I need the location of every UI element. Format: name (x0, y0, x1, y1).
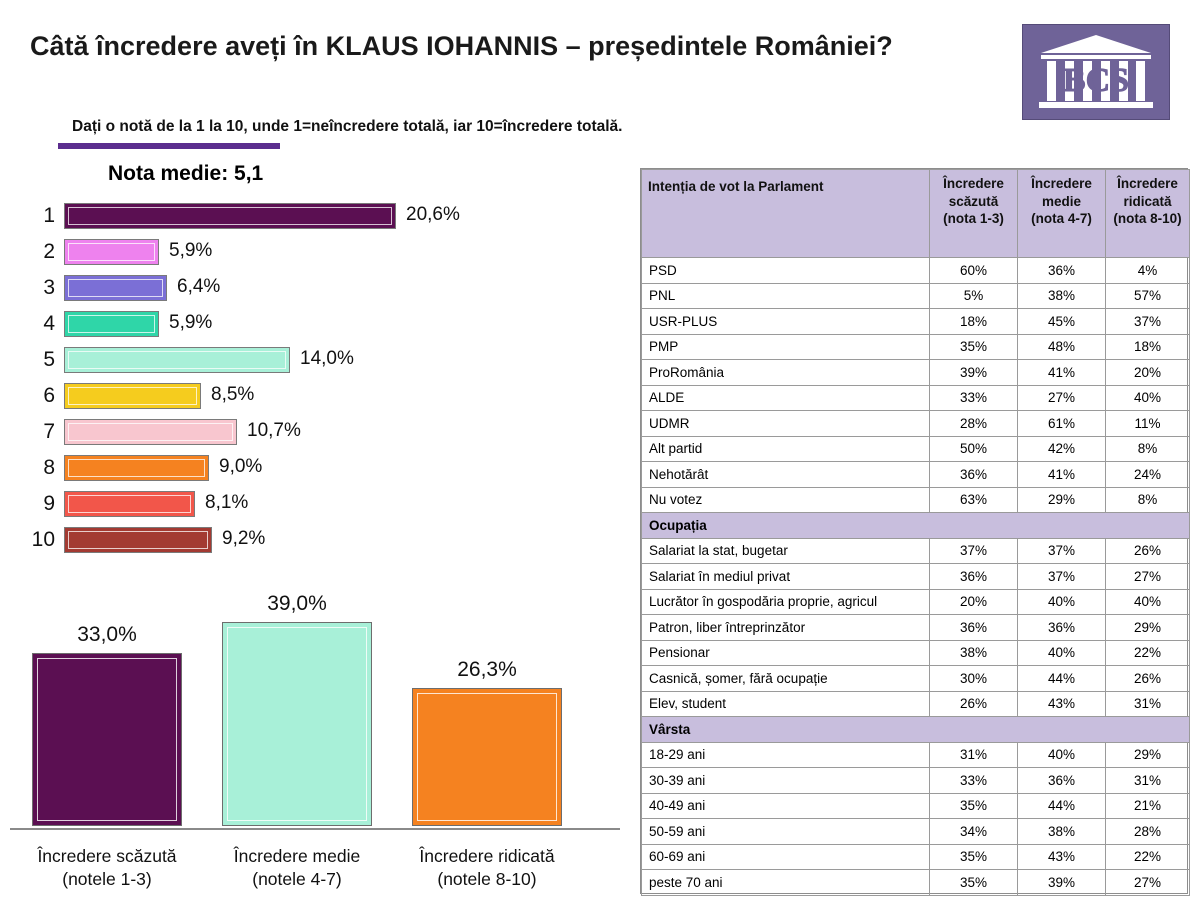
bar-fill (64, 419, 237, 445)
table-cell-value: 31% (1106, 768, 1190, 794)
table-cell-value: 33% (930, 768, 1018, 794)
table-cell-value: 41% (1018, 360, 1106, 386)
bar-row (20, 378, 620, 414)
table-row-label: peste 70 ani (642, 870, 930, 896)
bar-category-label: 2 (43, 240, 55, 263)
table-cell-value: 60% (930, 258, 1018, 284)
bar-value-label: 20,6% (406, 204, 460, 225)
table-cell-value: 35% (930, 793, 1018, 819)
column-group (32, 653, 182, 826)
table-row-label: PNL (642, 283, 930, 309)
table-header-line: (nota 1-3) (943, 211, 1004, 227)
crosstab-table (641, 169, 1190, 896)
column-category-line: Încredere medie (233, 845, 361, 866)
table-row (642, 385, 1190, 411)
bar-category-label: 7 (43, 420, 55, 443)
column-bar (32, 653, 182, 826)
bar-track (64, 347, 620, 373)
column-category-label (392, 845, 582, 892)
table-cell-value: 30% (930, 666, 1018, 692)
table-cell-value: 8% (1106, 436, 1190, 462)
column-category-label (202, 845, 392, 892)
bar-value-label: 9,2% (222, 528, 266, 549)
bar-fill (64, 203, 396, 229)
table-header-line: medie (1041, 193, 1082, 209)
table-cell-value: 44% (1018, 666, 1106, 692)
table-row (642, 283, 1190, 309)
trust-score-bar-chart (20, 198, 620, 570)
table-row (642, 564, 1190, 590)
table-cell-value: 63% (930, 487, 1018, 513)
table-cell-value: 26% (1106, 666, 1190, 692)
table-cell-value: 18% (1106, 334, 1190, 360)
bar-fill (64, 239, 159, 265)
table-header-line: ridicată (1123, 193, 1172, 209)
column-category-line: Încredere scăzută (37, 845, 177, 866)
table-row (642, 360, 1190, 386)
table-cell-value: 27% (1106, 870, 1190, 896)
table-row-label: UDMR (642, 411, 930, 437)
table-row (642, 768, 1190, 794)
table-cell-value: 43% (1018, 844, 1106, 870)
bar-row (20, 450, 620, 486)
bar-track (64, 203, 620, 229)
bar-track (64, 239, 620, 265)
table-row-label: Elev, student (642, 691, 930, 717)
table-cell-value: 24% (1106, 462, 1190, 488)
table-cell-value: 36% (930, 462, 1018, 488)
bar-fill (64, 491, 195, 517)
column-category-line: (notele 1-3) (62, 869, 152, 890)
table-section-label: Vârsta (642, 717, 1190, 743)
bar-category-label: 6 (43, 384, 55, 407)
page-title: Câtă încredere aveți în KLAUS IOHANNIS – președintele României? (30, 31, 893, 61)
table-cell-value: 36% (1018, 258, 1106, 284)
bar-track (64, 527, 620, 553)
bar-track (64, 275, 620, 301)
bar-fill (64, 455, 209, 481)
bar-track (64, 311, 620, 337)
bar-category-label: 8 (43, 456, 55, 479)
table-row (642, 334, 1190, 360)
table-cell-value: 26% (1106, 538, 1190, 564)
bar-fill (64, 347, 290, 373)
table-row (642, 538, 1190, 564)
table-header-line: Încredere (943, 176, 1004, 191)
column-bar (412, 688, 562, 826)
table-row-label: Patron, liber întreprinzător (642, 615, 930, 641)
table-row-label: 50-59 ani (642, 819, 930, 845)
accent-divider (58, 143, 280, 149)
table-row-label: Nehotărât (642, 462, 930, 488)
table-row-label: 60-69 ani (642, 844, 930, 870)
bar-row (20, 342, 620, 378)
table-cell-value: 38% (1018, 819, 1106, 845)
column-group (412, 688, 562, 826)
bar-row (20, 198, 620, 234)
column-bar (222, 622, 372, 826)
table-row (642, 742, 1190, 768)
table-cell-value: 33% (930, 385, 1018, 411)
table-cell-value: 50% (930, 436, 1018, 462)
table-cell-value: 36% (1018, 615, 1106, 641)
table-cell-value: 61% (1018, 411, 1106, 437)
table-cell-value: 20% (930, 589, 1018, 615)
table-row (642, 615, 1190, 641)
column-category-label (12, 845, 202, 892)
bcs-logo (1022, 24, 1170, 120)
table-cell-value: 40% (1106, 589, 1190, 615)
table-row-label: Salariat în mediul privat (642, 564, 930, 590)
table-cell-value: 45% (1018, 309, 1106, 335)
table-cell-value: 35% (930, 334, 1018, 360)
bar-value-label: 8,5% (211, 384, 255, 405)
trust-group-column-chart (10, 592, 620, 892)
bar-value-label: 10,7% (247, 420, 301, 441)
table-header-line: (nota 8-10) (1113, 211, 1182, 227)
table-cell-value: 40% (1106, 385, 1190, 411)
average-score-label: Nota medie: 5,1 (108, 162, 264, 185)
table-head (642, 170, 1190, 258)
table-row-label: USR-PLUS (642, 309, 930, 335)
table-cell-value: 38% (1018, 283, 1106, 309)
table-cell-value: 57% (1106, 283, 1190, 309)
column-value-label: 39,0% (267, 592, 327, 615)
table-body (642, 258, 1190, 896)
table-cell-value: 44% (1018, 793, 1106, 819)
column-group (222, 622, 372, 826)
table-cell-value: 40% (1018, 640, 1106, 666)
table-header-cell-2 (1018, 170, 1106, 258)
table-cell-value: 37% (1106, 309, 1190, 335)
table-cell-value: 42% (1018, 436, 1106, 462)
table-section-label: Ocupația (642, 513, 1190, 539)
bar-row (20, 234, 620, 270)
table-row-label: Pensionar (642, 640, 930, 666)
bar-value-label: 5,9% (169, 312, 213, 333)
bar-row (20, 522, 620, 558)
table-row-label: PMP (642, 334, 930, 360)
page-subtitle: Dați o notă de la 1 la 10, unde 1=neîncredere totală, iar 10=încredere totală. (72, 118, 623, 135)
table-row-label: ProRomânia (642, 360, 930, 386)
bar-row (20, 486, 620, 522)
table-cell-value: 39% (1018, 870, 1106, 896)
bar-row (20, 270, 620, 306)
table-cell-value: 27% (1018, 385, 1106, 411)
bar-category-label: 3 (43, 276, 55, 299)
table-cell-value: 41% (1018, 462, 1106, 488)
table-cell-value: 5% (930, 283, 1018, 309)
table-cell-value: 31% (1106, 691, 1190, 717)
bar-category-label: 5 (43, 348, 55, 371)
table-header-line: (nota 4-7) (1031, 211, 1092, 227)
bar-fill (64, 527, 212, 553)
table-row-label: Casnică, șomer, fără ocupație (642, 666, 930, 692)
table-row (642, 309, 1190, 335)
table-row (642, 640, 1190, 666)
table-row-label: 40-49 ani (642, 793, 930, 819)
table-row-label: ALDE (642, 385, 930, 411)
table-cell-value: 43% (1018, 691, 1106, 717)
column-category-line: (notele 8-10) (437, 869, 537, 890)
table-header-row (642, 170, 1190, 258)
table-cell-value: 28% (930, 411, 1018, 437)
table-cell-value: 48% (1018, 334, 1106, 360)
table-row (642, 411, 1190, 437)
table-row (642, 844, 1190, 870)
table-cell-value: 36% (1018, 768, 1106, 794)
column-category-line: Încredere ridicată (419, 845, 555, 866)
table-cell-value: 31% (930, 742, 1018, 768)
table-header-cell-3 (1106, 170, 1190, 258)
bar-value-label: 14,0% (300, 348, 354, 369)
bar-value-label: 5,9% (169, 240, 213, 261)
table-cell-value: 4% (1106, 258, 1190, 284)
table-cell-value: 8% (1106, 487, 1190, 513)
table-header-line: Încredere (1117, 176, 1178, 191)
column-value-label: 33,0% (77, 623, 137, 646)
table-cell-value: 18% (930, 309, 1018, 335)
table-cell-value: 40% (1018, 742, 1106, 768)
table-cell-value: 35% (930, 870, 1018, 896)
table-row-label: 30-39 ani (642, 768, 930, 794)
table-header-cell-0 (642, 170, 930, 258)
bar-value-label: 9,0% (219, 456, 263, 477)
table-cell-value: 21% (1106, 793, 1190, 819)
table-row-label: Salariat la stat, bugetar (642, 538, 930, 564)
table-cell-value: 29% (1106, 742, 1190, 768)
table-row (642, 666, 1190, 692)
table-section-row (642, 513, 1190, 539)
column-category-line: (notele 4-7) (252, 869, 342, 890)
bar-value-label: 6,4% (177, 276, 221, 297)
table-row (642, 870, 1190, 896)
bar-track (64, 455, 620, 481)
table-row (642, 819, 1190, 845)
table-cell-value: 27% (1106, 564, 1190, 590)
table-row (642, 462, 1190, 488)
table-row-label: 18-29 ani (642, 742, 930, 768)
table-cell-value: 37% (1018, 538, 1106, 564)
table-cell-value: 36% (930, 615, 1018, 641)
bar-fill (64, 311, 159, 337)
table-cell-value: 29% (1018, 487, 1106, 513)
bar-row (20, 414, 620, 450)
table-cell-value: 22% (1106, 640, 1190, 666)
table-cell-value: 29% (1106, 615, 1190, 641)
table-row-label: Nu votez (642, 487, 930, 513)
table-section-row (642, 717, 1190, 743)
bar-fill (64, 383, 201, 409)
bar-category-label: 1 (43, 204, 55, 227)
bar-fill (64, 275, 167, 301)
table-cell-value: 37% (1018, 564, 1106, 590)
table-cell-value: 26% (930, 691, 1018, 717)
table-cell-value: 37% (930, 538, 1018, 564)
table-header-line: scăzută (948, 193, 999, 209)
table-cell-value: 40% (1018, 589, 1106, 615)
table-cell-value: 28% (1106, 819, 1190, 845)
bar-category-label: 9 (43, 492, 55, 515)
table-row (642, 487, 1190, 513)
bar-category-label: 10 (31, 528, 55, 551)
table-row (642, 436, 1190, 462)
table-header-line: Încredere (1031, 176, 1092, 191)
table-cell-value: 38% (930, 640, 1018, 666)
table-row (642, 589, 1190, 615)
bar-value-label: 8,1% (205, 492, 249, 513)
table-row (642, 691, 1190, 717)
bar-category-label: 4 (43, 312, 55, 335)
column-chart-baseline (10, 828, 620, 830)
crosstab-table-wrap (640, 168, 1188, 894)
bar-track (64, 419, 620, 445)
svg-text:BCS: BCS (1062, 62, 1130, 99)
column-value-label: 26,3% (457, 658, 517, 681)
table-header-cell-1 (930, 170, 1018, 258)
table-cell-value: 22% (1106, 844, 1190, 870)
table-cell-value: 11% (1106, 411, 1190, 437)
table-header-line: Intenția de vot la Parlament (648, 179, 824, 194)
bar-track (64, 383, 620, 409)
table-row-label: Lucrător în gospodăria proprie, agricul (642, 589, 930, 615)
bar-row (20, 306, 620, 342)
table-row-label: PSD (642, 258, 930, 284)
table-cell-value: 36% (930, 564, 1018, 590)
table-cell-value: 20% (1106, 360, 1190, 386)
table-row (642, 258, 1190, 284)
table-row-label: Alt partid (642, 436, 930, 462)
table-cell-value: 35% (930, 844, 1018, 870)
table-cell-value: 34% (930, 819, 1018, 845)
bar-track (64, 491, 620, 517)
table-row (642, 793, 1190, 819)
table-cell-value: 39% (930, 360, 1018, 386)
